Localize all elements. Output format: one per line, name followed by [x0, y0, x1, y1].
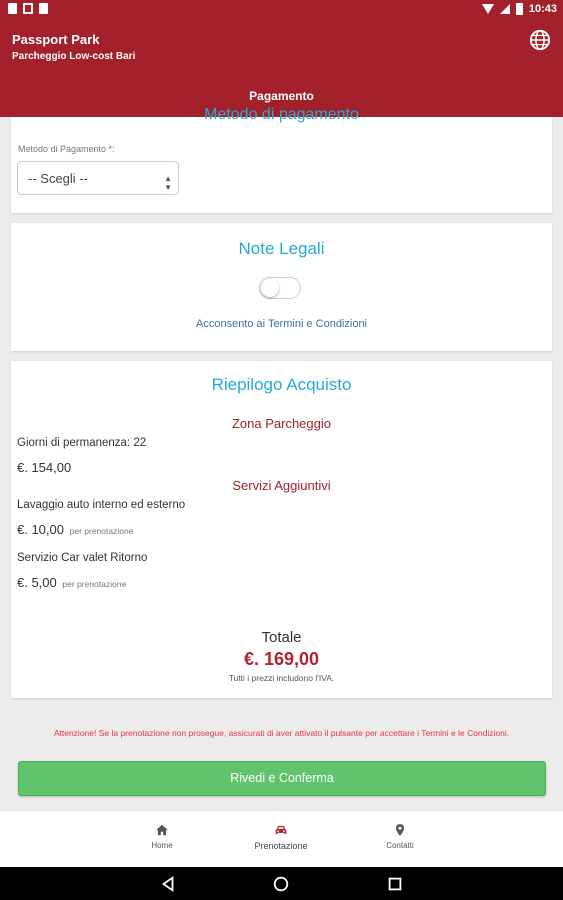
legal-heading: Note Legali [238, 239, 325, 258]
extras-title: Servizi Aggiuntivi [232, 478, 331, 493]
dropdown-caret-icon: ▲ ▼ [164, 174, 172, 192]
total-value: €. 169,00 [243, 649, 320, 669]
parking-price: €. 154,00 [17, 460, 72, 475]
parking-zone-title: Zona Parcheggio [231, 416, 331, 431]
payment-method-value: -- Scegli -- [28, 171, 88, 186]
payment-method-card [11, 106, 552, 213]
extra-price-row [17, 575, 126, 590]
extra-price-note: per prenotazione [69, 526, 134, 536]
download-notification-icon [39, 3, 48, 14]
nav-item-prenotazione[interactable] [241, 823, 321, 851]
system-nav-bar [0, 867, 563, 900]
extra-name: Servizio Car valet Ritorno [17, 552, 148, 564]
notification-icon [8, 3, 17, 14]
nav-item-home[interactable] [122, 823, 202, 850]
days-text: Giorni di permanenza: 22 [17, 437, 147, 449]
home-button-icon[interactable] [272, 875, 290, 893]
wifi-icon [482, 4, 494, 14]
recents-icon[interactable] [386, 875, 404, 893]
signal-icon [500, 4, 510, 14]
extra-name: Lavaggio auto interno ed esterno [17, 499, 186, 511]
vat-note: Tutti i prezzi includono l'IVA. [228, 673, 335, 683]
battery-icon [516, 3, 523, 15]
car-icon [274, 823, 288, 837]
legal-notes-card [11, 223, 552, 351]
back-icon[interactable] [159, 875, 177, 893]
extra-price: €. 10,00 [17, 522, 64, 537]
home-icon [155, 823, 169, 837]
app-title: Passport Park [12, 32, 100, 47]
purchase-summary-card [11, 361, 552, 698]
summary-heading: Riepilogo Acquisto [211, 375, 352, 394]
globe-icon[interactable] [529, 29, 551, 51]
extra-price-note: per prenotazione [62, 579, 127, 589]
status-time: 10:43 [528, 3, 557, 15]
toggle-knob [261, 279, 279, 297]
terms-warning: Attenzione! Se la prenotazione non prosegue, assicurati di aver attivato il pulsante per accettare i Termini e le Condizioni. [53, 728, 510, 738]
review-confirm-button[interactable]: Rivedi e Conferma [18, 761, 546, 796]
extra-price-row [17, 522, 133, 537]
notification-icons [8, 3, 48, 14]
map-pin-icon [393, 823, 407, 837]
extra-price: €. 5,00 [17, 575, 57, 590]
app-bar [0, 20, 563, 117]
nav-label: Contatti [386, 841, 414, 850]
payment-method-select[interactable] [17, 161, 179, 195]
payment-method-label: Metodo di Pagamento *: [18, 144, 115, 154]
status-bar [0, 0, 563, 20]
bottom-nav [0, 810, 563, 867]
terms-link[interactable]: Acconsento ai Termini e Condizioni [196, 318, 367, 330]
nav-item-contatti[interactable] [360, 823, 440, 850]
page-title: Pagamento [249, 89, 314, 103]
app-subtitle: Parcheggio Low-cost Bari [12, 51, 136, 62]
payment-heading: Metodo di pagamento [204, 106, 359, 123]
n-notification-icon [23, 3, 33, 14]
system-status [482, 3, 557, 15]
terms-toggle[interactable] [259, 277, 301, 299]
total-label: Totale [261, 629, 302, 646]
nav-label: Prenotazione [254, 841, 308, 851]
nav-label: Home [151, 841, 173, 850]
